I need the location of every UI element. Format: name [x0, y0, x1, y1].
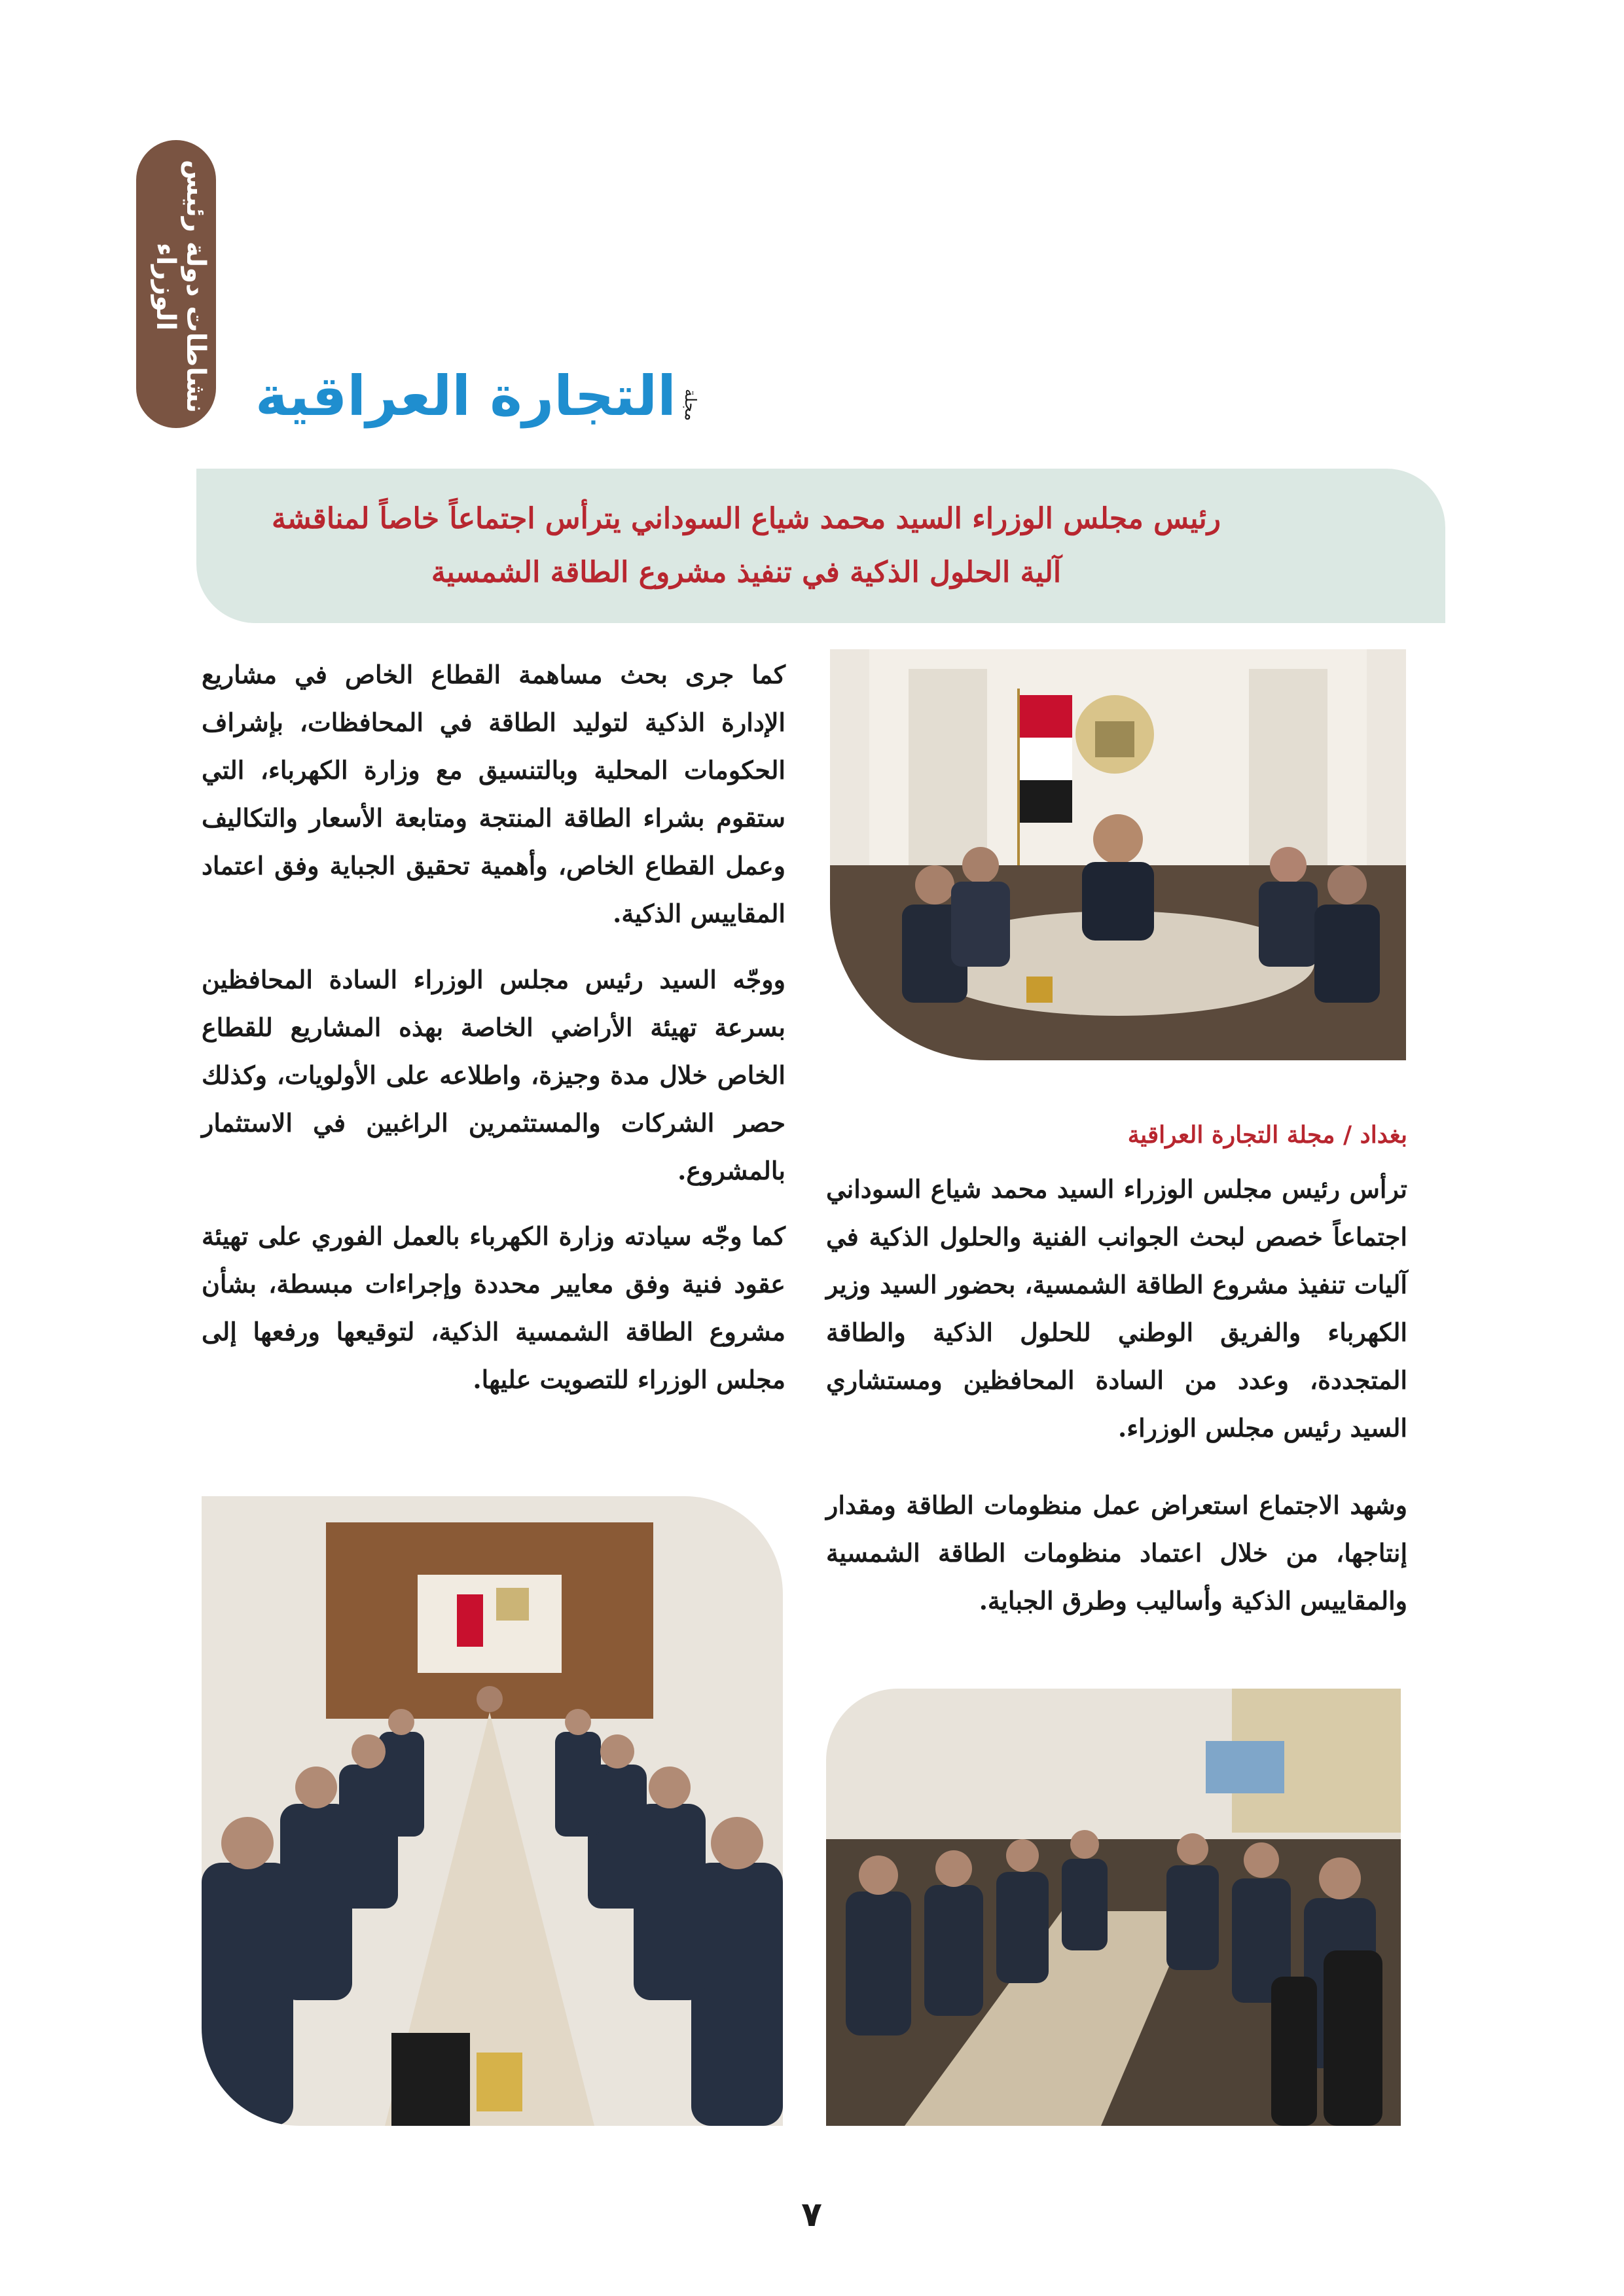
headline — [236, 492, 1257, 600]
section-tab-label: نشاطات دولة رئيس الوزراء — [151, 160, 211, 414]
article-paragraph-5: كما وجّه سيادته وزارة الكهرباء بالعمل الفوري على تهيئة عقود فنية وفق معايير محددة وإجراءات مبسطة، بشأن مشروع الطاقة الشمسية الذكية، لتوقيعها ورفعها إلى مجلس الوزراء للتصويت عليها. — [202, 1221, 785, 1394]
magazine-logo — [255, 357, 700, 429]
article-paragraph-2: وشهد الاجتماع استعراض عمل منظومات الطاقة ومقدار إنتاجها، من خلال اعتماد منظومات الطاقة الشمسية والمقاييس الذكية وأساليب وطرق الجباية. — [826, 1490, 1407, 1615]
meeting-photo-2 — [202, 1496, 783, 2126]
meeting-photo-3 — [826, 1689, 1401, 2126]
logo-main-text: التجارة العراقية — [255, 364, 676, 428]
meeting-photo-1 — [830, 649, 1406, 1060]
headline-line-2: آلية الحلول الذكية في تنفيذ مشروع الطاقة الشمسية — [431, 556, 1062, 589]
logo-small-text: مجلة — [681, 388, 700, 421]
article-byline: بغداد / مجلة التجارة العراقية — [1127, 1121, 1407, 1149]
page-number: ٧ — [801, 2195, 822, 2234]
article-paragraph-3: كما جرى بحث مساهمة القطاع الخاص في مشاريع الإدارة الذكية لتوليد الطاقة في المحافظات، بإشراف الحكومات المحلية وبالتنسيق مع وزارة الكهرباء، التي ستقوم بشراء الطاقة المنتجة ومتابعة الأسعار والتكاليف وعمل القطاع الخاص، وأهمية تحقيق الجباية وفق اعتماد المقاييس الذكية. — [202, 660, 785, 928]
headline-line-1: رئيس مجلس الوزراء السيد محمد شياع السوداني يترأس اجتماعاً خاصاً لمناقشة — [271, 502, 1221, 535]
article-paragraph-1: ترأس رئيس مجلس الوزراء السيد محمد شياع السوداني اجتماعاً خصص لبحث الجوانب الفنية والحلول الذكية في آليات تنفيذ مشروع الطاقة الشمسية، بحضور السيد وزير الكهرباء والفريق الوطني للحلول الذكية والطاقة المتجددة، وعدد من السادة المحافظين ومستشاري السيد رئيس مجلس الوزراء. — [826, 1174, 1407, 1443]
article-paragraph-4: ووجّه السيد رئيس مجلس الوزراء السادة المحافظين بسرعة تهيئة الأراضي الخاصة بهذه المشاريع للقطاع الخاص خلال مدة وجيزة، واطلاعه على الأولويات، وكذلك حصر الشركات والمستثمرين الراغبين في الاستثمار بالمشروع. — [202, 965, 785, 1185]
